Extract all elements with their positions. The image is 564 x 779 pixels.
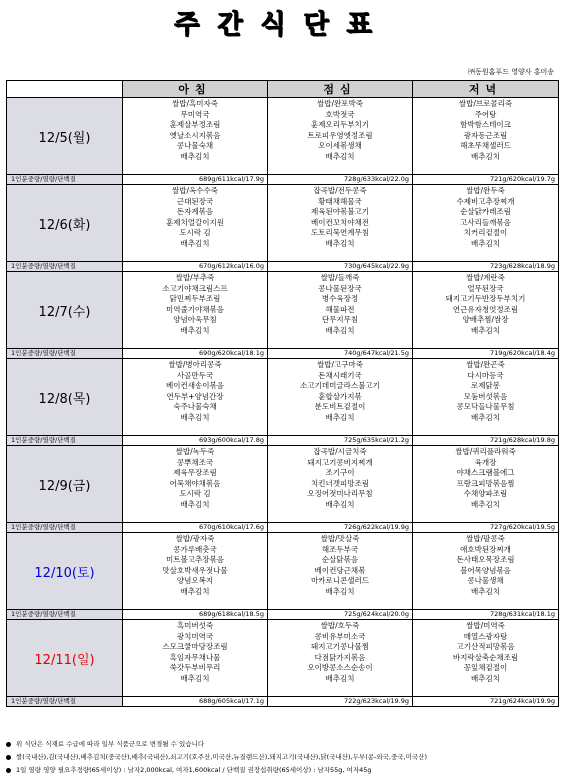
menu-item: 단무지무침 (321, 315, 359, 325)
menu-item: 수채양파조림 (463, 489, 508, 499)
menu-item: 미역줄기야채볶음 (166, 304, 224, 314)
day-row (7, 185, 559, 262)
day-date: 12/8(목) (7, 359, 123, 436)
menu-item: 해조두부국 (321, 544, 359, 554)
menu-item: 돼지고기콩비지찌개 (307, 457, 373, 467)
lunch-menu (268, 185, 413, 262)
day-date: 12/6(화) (7, 185, 123, 262)
menu-item: 돈자계볶음 (176, 207, 214, 217)
menu-item: 분도비트겉절이 (314, 402, 366, 412)
menu-item: 배추김치 (471, 238, 500, 248)
menu-item: 숙주나물숙채 (173, 402, 217, 412)
day-date: 12/7(수) (7, 272, 123, 349)
menu-item: 오징어젓미나리무침 (307, 489, 373, 499)
menu-item: 쌀밥/녹두죽 (175, 447, 215, 456)
menu-item: 도토리묵연계무침 (311, 228, 369, 238)
menu-item: 로제닭봉 (471, 381, 500, 391)
footnote: 1일 열량 영양 필요추정량(65세이상) : 남자2,000kcal, 여자1,600kcal / 단백질 권장섭취량(65세이상) : 남자55g, 여자45g (6, 764, 558, 777)
nutrition-row (7, 697, 559, 707)
nutrition-value: 721g/620kcal/19.7g (413, 175, 559, 185)
day-date: 12/5(월) (7, 98, 123, 175)
menu-item: 배추김치 (471, 673, 500, 683)
breakfast-menu (123, 98, 268, 175)
nutrition-label: 1인분중량/열량/단백질 (7, 436, 123, 446)
menu-item: 쌀밥/팔콩죽 (466, 534, 505, 543)
menu-item: 순살닭볶음 (321, 555, 359, 565)
menu-item: 바지락살축순채조림 (452, 652, 519, 662)
menu-item: 돈사태오목장조림 (456, 555, 515, 565)
menu-item: 쌀밥/퀴리플라워죽 (455, 447, 516, 456)
day-row (7, 98, 559, 175)
lunch-menu (268, 533, 413, 610)
menu-item: 쌀밥/완두죽 (466, 186, 505, 195)
menu-item: 무미역국 (180, 109, 210, 119)
nutrition-value: 728g/631kcal/18.1g (413, 610, 559, 620)
menu-item: 돈채시래기국 (318, 370, 362, 380)
menu-item: 배추김치 (471, 499, 500, 509)
menu-item: 황태채해물국 (318, 196, 362, 206)
menu-item: 잡곡밥/시금치죽 (313, 447, 367, 456)
nutrition-label: 1인분중량/열량/단백질 (7, 697, 123, 707)
nutrition-value: 721g/624kcal/19.9g (413, 697, 559, 707)
menu-item: 어묵채야채볶음 (169, 478, 221, 488)
menu-item: 다시마등국 (467, 370, 504, 380)
menu-item: 배추김치 (180, 586, 210, 596)
menu-item: 콩비유부미소국 (314, 631, 366, 641)
menu-item: 양념오복지 (176, 576, 214, 586)
menu-item: 콩나물된장국 (318, 283, 362, 293)
nutrition-value: 719g/620kcal/18.4g (413, 349, 559, 359)
day-row (7, 446, 559, 523)
menu-item: 얼무된장국 (467, 283, 504, 293)
menu-item: 배추김치 (325, 238, 355, 248)
nutrition-value: 690g/620kcal/18.1g (123, 349, 268, 359)
nutrition-value: 688g/605kcal/17.1g (123, 697, 268, 707)
menu-item: 오이방콩소스순송이 (307, 663, 373, 673)
menu-item: 제육무장조림 (173, 468, 217, 478)
menu-item: 콩나물생채 (467, 576, 504, 586)
dinner-menu (413, 185, 559, 262)
lunch-menu (268, 359, 413, 436)
footnote: 위 식단은 식재료 수급에 따라 일부 식품군으로 변경될 수 있습니다 (6, 738, 558, 751)
nutrition-value: 728g/633kcal/22.0g (268, 175, 413, 185)
menu-item: 광자동근조림 (463, 130, 508, 140)
menu-item: 맛살호박새우젓나물 (162, 565, 228, 575)
menu-item: 콩가루배춧국 (173, 544, 217, 554)
menu-item: 쌀밥/부추죽 (175, 273, 215, 282)
menu-item: 미트볼고추장볶음 (166, 555, 224, 565)
menu-item: 양념아욱무침 (173, 315, 217, 325)
menu-item: 배추김치 (180, 673, 210, 683)
breakfast-menu (123, 359, 268, 436)
menu-item: 베이컨꼬치야채전 (311, 217, 369, 227)
menu-item: 쌀밥/계란죽 (466, 273, 505, 282)
bullet-icon (6, 755, 11, 760)
menu-item: 스모크쿨마당장조림 (162, 642, 228, 652)
menu-item: 베이컨새송이볶음 (166, 381, 224, 391)
menu-item: 쌀밥/고구마죽 (317, 360, 363, 369)
menu-item: 배추김치 (471, 151, 500, 161)
nutrition-value: 727g/620kcal/19.5g (413, 523, 559, 533)
menu-item: 콩모닥들나물무침 (456, 402, 515, 412)
nutrition-value: 721g/628kcal/19.8g (413, 436, 559, 446)
menu-item: 쌀밥/완포박죽 (317, 99, 363, 108)
dinner-menu (413, 446, 559, 523)
menu-item: 병수육장정 (321, 294, 359, 304)
menu-item: 훈제살부정조림 (169, 120, 221, 130)
nutrition-value: 726g/622kcal/19.9g (268, 523, 413, 533)
menu-item: 치커리겉절이 (463, 228, 508, 238)
menu-item: 쌀밥/미역죽 (466, 621, 505, 630)
dinner-menu (413, 533, 559, 610)
nutrition-label: 1인분중량/열량/단백질 (7, 175, 123, 185)
menu-item: 닭민찌두부조림 (169, 294, 221, 304)
nutrition-value: 670g/612kcal/16.0g (123, 262, 268, 272)
menu-item: 콩나물숙채 (176, 141, 214, 151)
menu-item: 사골만두국 (176, 370, 214, 380)
menu-item: 훈합살가지볶 (318, 391, 362, 401)
menu-item: 프랑크피망볶음찜 (456, 478, 515, 488)
nutrition-label: 1인분중량/열량/단백질 (7, 610, 123, 620)
menu-item: 배추김치 (325, 673, 355, 683)
footnote: 쌀(국내산),김(국내산),배추김치(중국산),배추(국내산),쇠고기(호주산,미국산,뉴질랜드산),돼지고기(국내산),닭(국내산),두부(콩-외국,중국,미국산) (6, 751, 558, 764)
menu-item: 트로피우영엣정조림 (307, 130, 373, 140)
menu-item: 순살닭카레조림 (460, 207, 511, 217)
menu-item: 배추김치 (180, 238, 210, 248)
menu-item: 호박젓국 (325, 109, 355, 119)
nutrition-row (7, 523, 559, 533)
menu-item: 근대된장국 (176, 196, 214, 206)
menu-item: 고기산적피망볶음 (456, 642, 515, 652)
dinner-menu (413, 359, 559, 436)
nutrition-value: 689g/618kcal/18.5g (123, 610, 268, 620)
menu-item: 연근유자청엇정조림 (452, 304, 519, 314)
day-date: 12/10(토) (7, 533, 123, 610)
menu-item: 쌀밥/호두죽 (320, 621, 360, 630)
lunch-menu (268, 98, 413, 175)
menu-item: 배추김치 (325, 412, 355, 422)
nutrition-row (7, 349, 559, 359)
menu-item: 옛날소시지볶음 (169, 130, 221, 140)
breakfast-menu (123, 620, 268, 697)
menu-item: 배추김치 (325, 586, 355, 596)
menu-item: 쌀밥/광자죽 (175, 534, 215, 543)
day-date: 12/9(금) (7, 446, 123, 523)
menu-item: 육개장 (474, 457, 497, 467)
menu-item: 조기구이 (325, 468, 355, 478)
breakfast-menu (123, 533, 268, 610)
menu-item: 모둠버섯볶음 (463, 391, 508, 401)
day-row (7, 620, 559, 697)
menu-item: 꽁잎채겉절이 (463, 663, 508, 673)
menu-item: 소고기야채크림스프 (162, 283, 228, 293)
menu-item: 잡곡밥/전두콩죽 (313, 186, 367, 195)
nutrition-value: 722g/623kcal/19.9g (268, 697, 413, 707)
nutrition-value: 740g/647kcal/21.5g (268, 349, 413, 359)
menu-item: 배추김치 (471, 325, 500, 335)
nutrition-value: 693g/600kcal/17.8g (123, 436, 268, 446)
day-row (7, 359, 559, 436)
menu-item: 돼지고기두반장두부치기 (445, 294, 526, 304)
nutrition-value: 723g/628kcal/18.9g (413, 262, 559, 272)
nutrition-value: 670g/610kcal/17.6g (123, 523, 268, 533)
nutrition-row (7, 175, 559, 185)
menu-item: 배추김치 (325, 151, 355, 161)
footnotes (6, 738, 558, 777)
dinner-menu (413, 620, 559, 697)
bullet-icon (6, 768, 11, 773)
dinner-menu (413, 272, 559, 349)
menu-item: 배추김치 (471, 412, 500, 422)
menu-item: 쌀밥/완곤죽 (466, 360, 505, 369)
menu-item: 쑥갓두부비무리 (169, 663, 221, 673)
menu-item: 배추김치 (325, 325, 355, 335)
menu-item: 배추김치 (325, 499, 355, 509)
header-breakfast: 아침 (123, 81, 268, 98)
menu-item: 배추김치 (180, 412, 210, 422)
lunch-menu (268, 272, 413, 349)
lunch-menu (268, 446, 413, 523)
menu-item: 돼지고기콩나물찜 (311, 642, 369, 652)
menu-item: 소고기데미글라스불고기 (300, 381, 380, 391)
header-dinner: 저녁 (413, 81, 559, 98)
menu-item: 해물파전 (325, 304, 355, 314)
dinner-menu (413, 98, 559, 175)
menu-item: 도시락 김 (179, 228, 211, 238)
menu-item: 매열스광자탕 (463, 631, 508, 641)
menu-item: 쌀밥/들깨죽 (320, 273, 360, 282)
menu-item: 흑미버섯죽 (176, 621, 214, 630)
menu-item: 오이세볶생채 (318, 141, 362, 151)
nutrition-row (7, 436, 559, 446)
header-lunch: 점심 (268, 81, 413, 98)
menu-item: 치킨너겟피망조림 (311, 478, 369, 488)
menu-item: 훈제오리두부치기 (311, 120, 369, 130)
menu-item: 배추김치 (180, 499, 210, 509)
menu-item: 고사리들깨볶음 (460, 217, 511, 227)
menu-item: 블어목양념볶음 (460, 565, 511, 575)
menu-item: 야채스크램블에그 (456, 468, 515, 478)
menu-item: 배추김치 (180, 151, 210, 161)
breakfast-menu (123, 272, 268, 349)
menu-item: 콩뿌채조국 (176, 457, 214, 467)
day-date: 12/11(일) (7, 620, 123, 697)
day-row (7, 533, 559, 610)
nutrition-label: 1인분중량/열량/단백질 (7, 523, 123, 533)
breakfast-menu (123, 185, 268, 262)
menu-item: 광치미역국 (176, 631, 214, 641)
menu-item: 애호박된장찌개 (460, 544, 511, 554)
menu-item: 훈제치얼갈이지원 (166, 217, 224, 227)
dietitian-credit: ㈜동원홈푸드 영양사 홍미송 (468, 68, 554, 76)
menu-item: 흑임자무채나물 (169, 652, 221, 662)
nutrition-value: 725g/635kcal/21.2g (268, 436, 413, 446)
menu-item: 배추김치 (471, 586, 500, 596)
weekly-menu-table (6, 80, 559, 707)
menu-item: 수제비고추장찌개 (456, 196, 515, 206)
breakfast-menu (123, 446, 268, 523)
bullet-icon (6, 742, 11, 747)
menu-item: 쌀밥/브로콜리죽 (458, 99, 513, 108)
menu-item: 쌀밥/병아리콩죽 (168, 360, 222, 369)
header-row (7, 81, 559, 98)
menu-item: 쌀밥/옥수수죽 (172, 186, 218, 195)
nutrition-value: 730g/645kcal/22.9g (268, 262, 413, 272)
nutrition-label: 1인분중량/열량/단백질 (7, 262, 123, 272)
menu-item: 마카로니콘샐러드 (311, 576, 369, 586)
menu-item: 해초무채샐러드 (460, 141, 511, 151)
menu-item: 함박함스테이크 (460, 120, 511, 130)
nutrition-row (7, 262, 559, 272)
nutrition-label: 1인분중량/열량/단백질 (7, 349, 123, 359)
page-title: 주간식단표 (174, 10, 390, 40)
menu-item: 쌀밥/흑미자죽 (172, 99, 218, 108)
nutrition-row (7, 610, 559, 620)
menu-item: 주어탕 (474, 109, 497, 119)
menu-item: 베이컨당근채볶 (314, 565, 366, 575)
menu-item: 배추김치 (180, 325, 210, 335)
day-row (7, 272, 559, 349)
menu-item: 도시락 김 (179, 489, 211, 499)
menu-item: 양배추찜/쌈장 (462, 315, 509, 325)
menu-item: 제육된야볶불고기 (311, 207, 369, 217)
nutrition-value: 689g/611kcal/17.9g (123, 175, 268, 185)
menu-item: 쌀밥/맛살죽 (320, 534, 360, 543)
nutrition-value: 725g/624kcal/20.0g (268, 610, 413, 620)
lunch-menu (268, 620, 413, 697)
menu-item: 연두부+양념간장 (166, 391, 224, 401)
menu-item: 다점닭가지볶음 (314, 652, 366, 662)
